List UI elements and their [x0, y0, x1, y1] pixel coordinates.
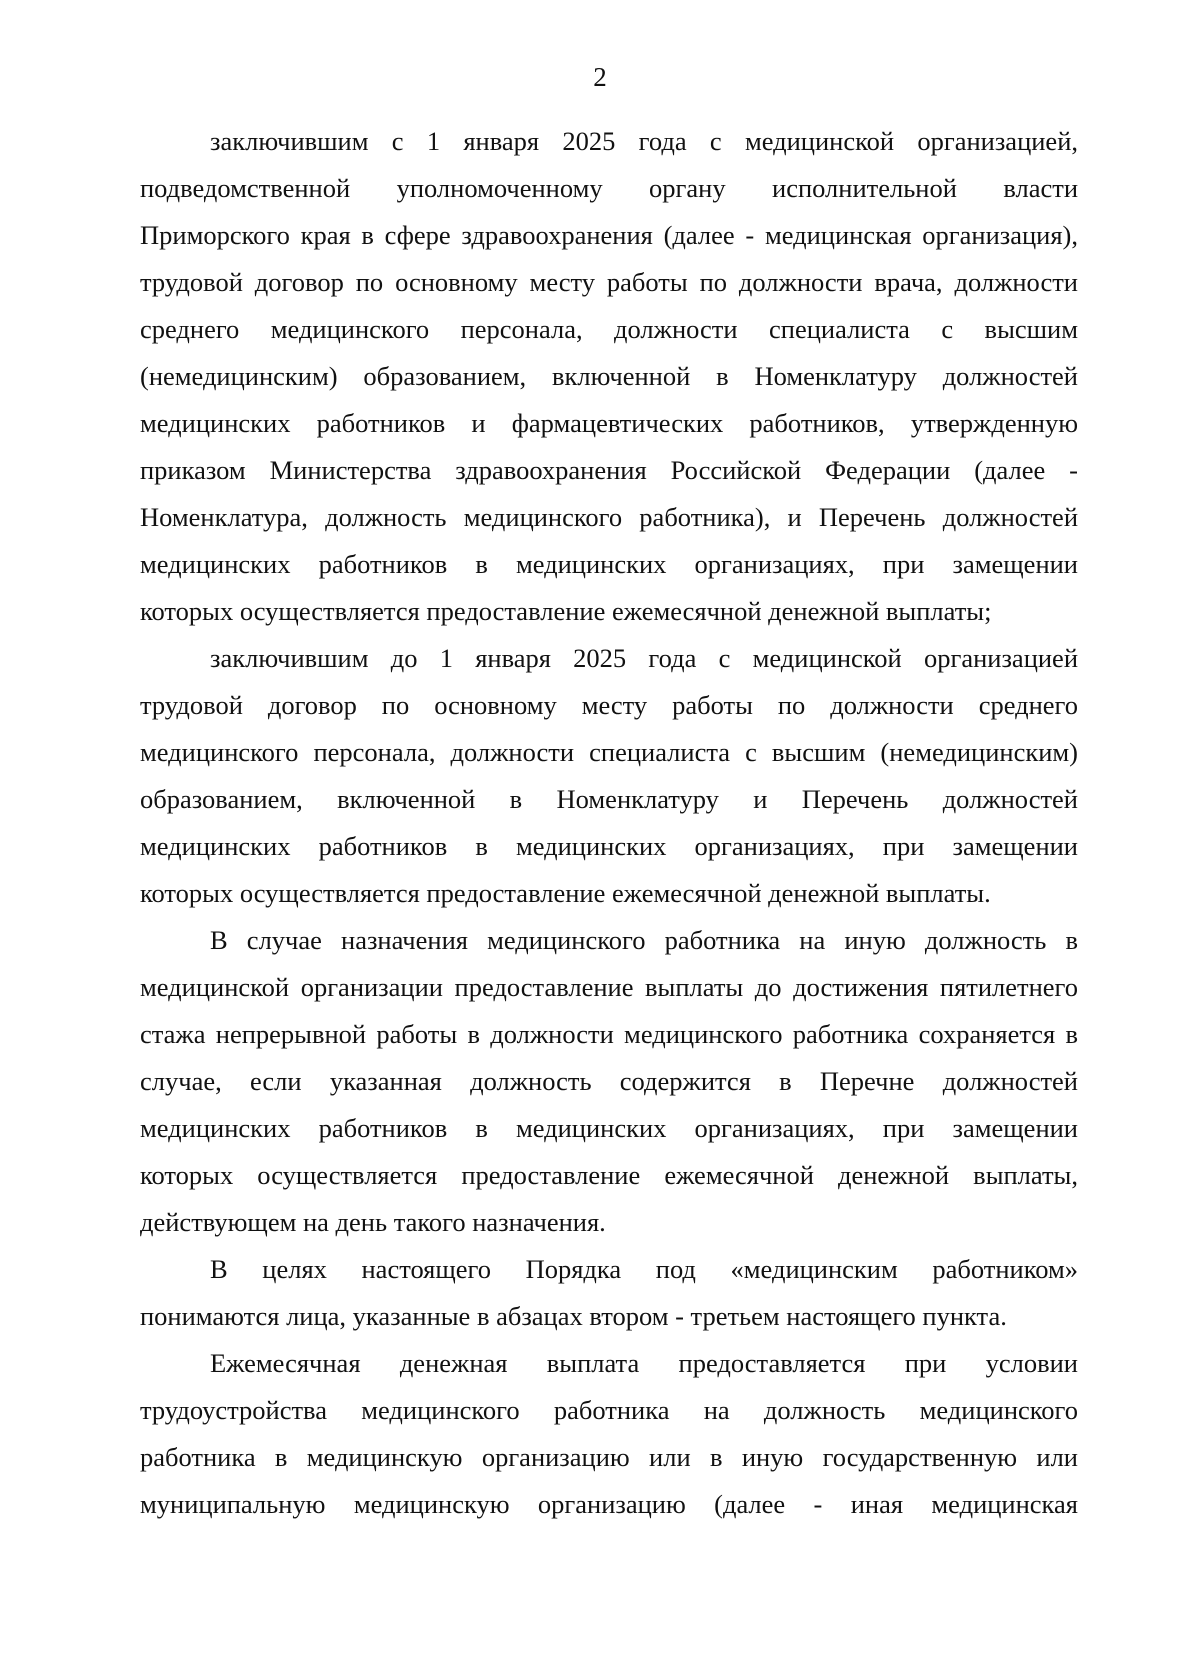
paragraph-line: стажа непрерывной работы в должности медицинского работника сохраняется в — [140, 1019, 1078, 1049]
paragraph-line: среднего медицинского персонала, должности специалиста с высшим — [140, 314, 1078, 344]
paragraph-line: В целях настоящего Порядка под «медицинским работником» — [210, 1254, 1078, 1284]
paragraph-line: которых осуществляется предоставление ежемесячной денежной выплаты; — [140, 596, 992, 626]
paragraph-line: которых осуществляется предоставление ежемесячной денежной выплаты. — [140, 878, 991, 908]
paragraph-5 — [140, 1340, 1078, 1528]
paragraph-line: подведомственной уполномоченному органу исполнительной власти — [140, 173, 1078, 203]
paragraph-line: (немедицинским) образованием, включенной в Номенклатуру должностей — [140, 361, 1078, 391]
paragraph-2 — [140, 635, 1078, 917]
paragraph-line: Номенклатура, должность медицинского работника), и Перечень должностей — [140, 502, 1078, 532]
paragraph-line: действующем на день такого назначения. — [140, 1207, 606, 1237]
paragraph-1 — [140, 118, 1078, 635]
paragraph-line: медицинских работников и фармацевтических работников, утвержденную — [140, 408, 1078, 438]
paragraph-line: которых осуществляется предоставление ежемесячной денежной выплаты, — [140, 1160, 1078, 1190]
document-body — [140, 118, 1078, 1528]
paragraph-line: медицинского персонала, должности специалиста с высшим (немедицинским) — [140, 737, 1078, 767]
paragraph-line: трудовой договор по основному месту работы по должности врача, должности — [140, 267, 1078, 297]
paragraph-line: В случае назначения медицинского работника на иную должность в — [210, 925, 1078, 955]
paragraph-line: трудоустройства медицинского работника на должность медицинского — [140, 1395, 1078, 1425]
paragraph-line: Ежемесячная денежная выплата предоставляется при условии — [210, 1348, 1078, 1378]
paragraph-line: медицинских работников в медицинских организациях, при замещении — [140, 831, 1078, 861]
paragraph-line: трудовой договор по основному месту работы по должности среднего — [140, 690, 1078, 720]
page-number: 2 — [593, 62, 607, 92]
paragraph-line: медицинских работников в медицинских организациях, при замещении — [140, 1113, 1078, 1143]
paragraph-line: понимаются лица, указанные в абзацах втором - третьем настоящего пункта. — [140, 1301, 1007, 1331]
paragraph-line: заключившим с 1 января 2025 года с медицинской организацией, — [210, 126, 1078, 156]
paragraph-line: медицинских работников в медицинских организациях, при замещении — [140, 549, 1078, 579]
paragraph-line: медицинской организации предоставление выплаты до достижения пятилетнего — [140, 972, 1078, 1002]
paragraph-line: образованием, включенной в Номенклатуру и Перечень должностей — [140, 784, 1078, 814]
paragraph-line: заключившим до 1 января 2025 года с медицинской организацией — [210, 643, 1078, 673]
paragraph-line: Приморского края в сфере здравоохранения (далее - медицинская организация), — [140, 220, 1078, 250]
paragraph-line: работника в медицинскую организацию или в иную государственную или — [140, 1442, 1078, 1472]
paragraph-line: случае, если указанная должность содержится в Перечне должностей — [140, 1066, 1078, 1096]
paragraph-line: приказом Министерства здравоохранения Российской Федерации (далее - — [140, 455, 1078, 485]
paragraph-line: муниципальную медицинскую организацию (далее - иная медицинская — [140, 1489, 1078, 1519]
paragraph-4 — [140, 1246, 1078, 1340]
paragraph-3 — [140, 917, 1078, 1246]
